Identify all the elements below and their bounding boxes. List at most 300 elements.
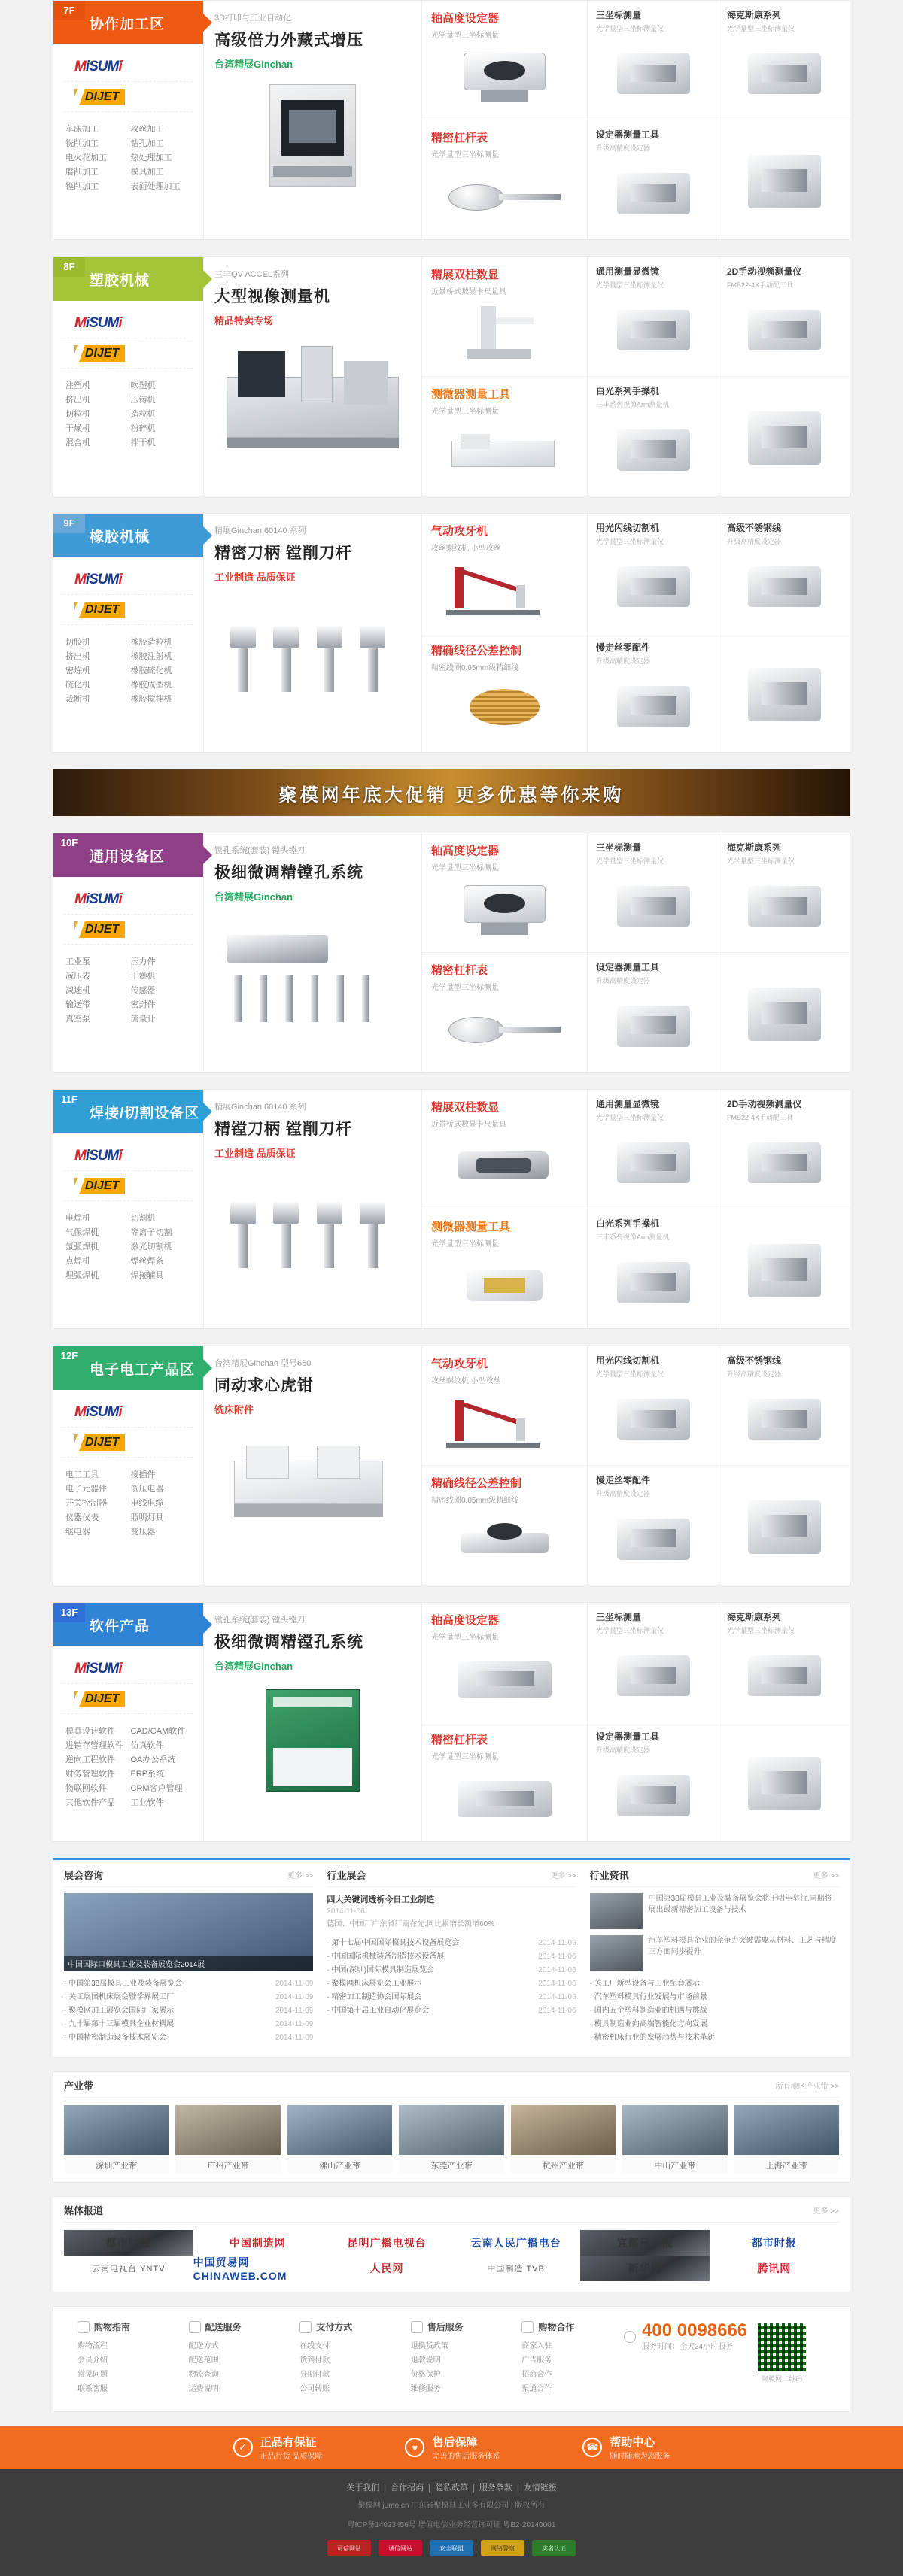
industry-belt-item[interactable] <box>175 2105 280 2173</box>
news-item-link[interactable]: · 中国第十届工业自动化展览会 <box>327 2007 430 2015</box>
category-link[interactable]: 照明灯具 <box>130 1513 164 1522</box>
service-link[interactable]: 退换货政策 <box>410 2342 448 2350</box>
service-link[interactable]: 公司转账 <box>299 2385 330 2393</box>
feature-kicker: 3D打印与工业自动化 <box>214 14 292 23</box>
floor-secondary-promos <box>422 1 588 239</box>
service-link[interactable]: 分期付款 <box>299 2371 330 2379</box>
news-item-link[interactable]: · 聚模网机床展览会工业展示 <box>327 1980 422 1988</box>
category-link[interactable]: CRM客户管理 <box>130 1784 183 1793</box>
promo-cell[interactable] <box>422 1090 587 1209</box>
category-link[interactable]: OA办公系统 <box>130 1755 176 1764</box>
cart-icon <box>78 2321 90 2333</box>
service-phone-hours: 服务时间：全天24小时服务 <box>642 2343 734 2351</box>
category-link[interactable]: 切粒机 <box>65 410 90 419</box>
category-link[interactable]: 减压表 <box>65 972 90 981</box>
product-card[interactable] <box>719 633 850 753</box>
industry-belt-label: 中山产业带 <box>622 2155 727 2173</box>
category-link[interactable]: 进销存管理软件 <box>65 1741 123 1750</box>
promo-cell[interactable] <box>422 1346 587 1466</box>
product-image-arm2 <box>727 966 842 1068</box>
promo-subtitle: 光学量型三坐标测量 <box>431 150 499 159</box>
product-card-subtitle: 升级高精度设定器 <box>727 538 782 545</box>
brand-dijet[interactable] <box>64 1171 193 1201</box>
news-photo[interactable] <box>64 1893 313 1971</box>
footer-cert-badge[interactable]: 安全联盟 <box>430 2540 473 2556</box>
product-card-image <box>727 549 842 628</box>
category-link[interactable]: 裁断机 <box>65 695 90 704</box>
product-card-subtitle: 光学量型三坐标测量仪 <box>596 1370 664 1378</box>
floor-secondary-promos <box>422 1603 588 1841</box>
floor-section-9f <box>53 513 850 753</box>
category-link[interactable]: 等离子切割 <box>130 1228 172 1237</box>
product-card[interactable] <box>719 833 850 953</box>
category-link[interactable]: 财务管理软件 <box>65 1770 115 1779</box>
product-image-cmm <box>214 333 411 461</box>
promo-cell[interactable] <box>422 833 587 953</box>
floor-list-b <box>0 833 903 1842</box>
promo-subtitle: 光学量型三坐标测量 <box>431 1634 499 1642</box>
category-link[interactable]: 焊接辅具 <box>130 1271 164 1280</box>
promo-title: 气动攻牙机 <box>431 525 488 538</box>
product-card[interactable] <box>719 1209 850 1329</box>
news-thumb-text: 中国第38届模具工业及装备展览会将于明年举行,同期将展出最新精密加工设备与技术 <box>648 1895 832 1914</box>
product-card[interactable] <box>588 1346 719 1466</box>
floor-feature-promo[interactable] <box>204 1346 422 1585</box>
product-image-trophy <box>431 1646 578 1716</box>
industry-belt-more-link[interactable]: 所有地区产业带 >> <box>775 2083 839 2091</box>
brand-dijet[interactable] <box>64 1684 193 1714</box>
category-link[interactable]: 磨削加工 <box>65 168 99 177</box>
product-image-standmic <box>431 301 578 370</box>
qr-caption: 聚模网二维码 <box>762 2375 803 2383</box>
category-link[interactable]: 氩弧焊机 <box>65 1242 99 1252</box>
category-link[interactable]: 电焊机 <box>65 1214 90 1223</box>
industry-belt-item[interactable] <box>734 2105 839 2173</box>
brand-dijet[interactable] <box>64 338 193 369</box>
media-logo[interactable]: 都市时报 <box>751 2237 797 2249</box>
product-card[interactable] <box>719 1466 850 1585</box>
media-logo[interactable]: 云南人民广播电台 <box>470 2237 561 2249</box>
service-column <box>61 2320 172 2396</box>
news-lead-title[interactable]: 四大关键词透析今日工业制造 <box>327 1895 435 1904</box>
promo-subtitle: 光学量型三坐标测量 <box>431 864 499 872</box>
news-thumb-item[interactable] <box>590 1935 839 1971</box>
promo-cell[interactable] <box>422 120 587 240</box>
brand-misumi[interactable] <box>64 308 193 338</box>
promo-title: 轴高度设定器 <box>431 1614 500 1627</box>
news-item-link[interactable]: · 中国(深圳)国际模具制造展览会 <box>327 1966 435 1974</box>
promo-image <box>431 420 578 490</box>
news-column-title: 行业展会 <box>327 1870 366 1881</box>
category-link[interactable]: 继电器 <box>65 1528 90 1537</box>
service-link[interactable]: 退款说明 <box>410 2356 441 2365</box>
category-link[interactable]: 钻孔加工 <box>130 139 164 148</box>
product-card[interactable] <box>719 377 850 496</box>
footer-cert-badge[interactable]: 可信网站 <box>327 2540 371 2556</box>
promo-cell[interactable] <box>422 1603 587 1722</box>
promo-cell[interactable] <box>422 1209 587 1329</box>
category-link[interactable]: CAD/CAM软件 <box>130 1727 186 1736</box>
guarantee-title: 售后保障 <box>432 2436 478 2449</box>
category-link-list <box>53 628 203 718</box>
category-link[interactable]: 输送带 <box>65 1000 90 1009</box>
misumi-logo: MiSUMi <box>74 58 122 74</box>
promo-title: 气动攻牙机 <box>431 1358 488 1370</box>
category-link[interactable]: 切割机 <box>130 1214 156 1223</box>
category-link[interactable]: 逆向工程软件 <box>65 1755 115 1764</box>
news-item-link[interactable]: · 关工厂新型设备与工业配套展示 <box>589 1980 700 1988</box>
industry-belt-item[interactable] <box>399 2105 503 2173</box>
category-link[interactable]: 干燥机 <box>130 972 156 981</box>
floor-secondary-promos <box>422 1346 588 1585</box>
product-card[interactable] <box>588 257 719 377</box>
product-card[interactable] <box>588 377 719 496</box>
category-link[interactable]: 注塑机 <box>65 381 90 390</box>
category-link[interactable]: 挤出机 <box>65 652 90 661</box>
brand-misumi[interactable] <box>64 1397 193 1428</box>
category-link[interactable]: 镗削加工 <box>65 182 99 191</box>
media-logo[interactable]: 中国制造网 <box>229 2237 286 2249</box>
service-link[interactable]: 会员介绍 <box>78 2356 108 2365</box>
category-link[interactable]: 密炼机 <box>65 666 90 675</box>
news-item-link[interactable]: · 聚模网加工展览会国际厂家展示 <box>64 2007 175 2015</box>
service-link[interactable]: 运费说明 <box>188 2385 219 2393</box>
category-link[interactable]: 变压器 <box>130 1528 156 1537</box>
footer-separator: | <box>384 2483 387 2493</box>
brand-dijet[interactable] <box>64 1428 193 1458</box>
footer-cert-badge[interactable]: 网络警察 <box>481 2540 524 2556</box>
news-item-link[interactable]: · 精密加工制造协会国际展会 <box>327 1993 422 2001</box>
promo-subtitle: 攻丝螺纹机 小型攻丝 <box>431 1377 501 1385</box>
news-item-link[interactable]: · 中国第38届模具工业及装备展览会 <box>64 1980 183 1988</box>
product-card[interactable] <box>588 833 719 953</box>
feature-subline: 工业制造 品质保证 <box>214 1148 296 1159</box>
media-more-link[interactable]: 更多 >> <box>813 2207 839 2216</box>
service-link[interactable]: 广告服务 <box>521 2356 552 2365</box>
category-link[interactable]: 减速机 <box>65 986 90 995</box>
product-card[interactable] <box>588 1722 719 1842</box>
category-link[interactable]: 粉碎机 <box>130 424 156 433</box>
product-card-image <box>596 669 711 748</box>
floor-feature-promo[interactable] <box>204 1603 422 1841</box>
footer-cert-badge[interactable]: 诚信网站 <box>379 2540 422 2556</box>
category-link-list <box>53 115 203 205</box>
category-link[interactable]: 流量计 <box>130 1015 156 1024</box>
category-link[interactable]: 电子元器件 <box>65 1485 107 1494</box>
service-phone-block <box>616 2320 842 2396</box>
product-card[interactable] <box>719 1722 850 1842</box>
news-item-link[interactable]: · 九十届第十三届模具企业材料展 <box>64 2020 175 2028</box>
guarantee-title: 正品有保证 <box>260 2436 317 2449</box>
product-card[interactable] <box>719 257 850 377</box>
product-card[interactable] <box>588 1 719 120</box>
category-link[interactable]: ERP系统 <box>130 1770 165 1779</box>
category-link[interactable]: 真空泵 <box>65 1015 90 1024</box>
category-link[interactable]: 压力件 <box>130 957 156 966</box>
category-link-list <box>53 372 203 461</box>
floor-feature-promo[interactable] <box>204 1090 422 1328</box>
brand-dijet[interactable] <box>64 915 193 945</box>
service-link[interactable]: 常见问题 <box>78 2371 108 2379</box>
category-link[interactable]: 低压电器 <box>130 1485 164 1494</box>
product-card-subtitle: 三丰系列视像Arm测量机 <box>596 1233 670 1241</box>
product-card[interactable] <box>588 953 719 1073</box>
category-link[interactable]: 拌干机 <box>130 438 156 448</box>
brand-misumi[interactable] <box>64 884 193 915</box>
category-link[interactable]: 密封件 <box>130 1000 156 1009</box>
news-column-header <box>64 1868 313 1887</box>
news-item-link[interactable]: · 精密机床行业的发展趋势与技术革新 <box>589 2034 715 2042</box>
service-link[interactable]: 招商合作 <box>521 2371 552 2379</box>
product-card[interactable] <box>588 1209 719 1329</box>
brand-list <box>53 1390 203 1461</box>
industry-belt-label: 上海产业带 <box>734 2155 839 2173</box>
service-link[interactable]: 价格保护 <box>410 2371 441 2379</box>
product-card[interactable] <box>719 1603 850 1722</box>
category-link[interactable]: 模具设计软件 <box>65 1727 115 1736</box>
product-image-strip <box>727 1382 842 1461</box>
product-image-shield <box>431 1766 578 1835</box>
news-item-link[interactable]: · 第十七届中国国际模具技术设备展览会 <box>327 1939 460 1947</box>
floor-product-grid <box>588 257 850 496</box>
footer-link[interactable]: 关于我们 <box>346 2483 380 2493</box>
feature-kicker: 精展Ginchan 60140 系列 <box>214 1103 306 1112</box>
floor-secondary-promos <box>422 514 588 752</box>
category-link[interactable]: 工业泵 <box>65 957 90 966</box>
footer-link[interactable]: 合作招商 <box>391 2483 424 2493</box>
media-logo[interactable]: 中国贸易网 CHINAWEB.COM <box>193 2256 287 2282</box>
product-card[interactable] <box>588 120 719 240</box>
news-thumb-item[interactable] <box>590 1893 839 1929</box>
news-item-link[interactable]: · 中国国际机械装备制造技术设备展 <box>327 1952 445 1961</box>
service-link[interactable]: 购物流程 <box>78 2342 108 2350</box>
promo-cell[interactable] <box>422 377 587 496</box>
product-card[interactable] <box>588 1466 719 1585</box>
promo-cell[interactable] <box>422 633 587 753</box>
category-link[interactable]: 模具加工 <box>130 168 164 177</box>
industry-belt-title: 产业带 <box>64 2080 94 2092</box>
guarantee-title: 帮助中心 <box>610 2436 655 2449</box>
brand-misumi[interactable] <box>64 565 193 595</box>
news-item-link[interactable]: · 国内五金塑料制造业的机遇与挑战 <box>589 2007 707 2015</box>
product-card[interactable] <box>588 633 719 753</box>
product-card[interactable] <box>719 514 850 633</box>
category-link[interactable]: 硫化机 <box>65 681 90 690</box>
product-card[interactable] <box>588 1090 719 1209</box>
product-card[interactable] <box>719 1346 850 1466</box>
product-card-subtitle: 光学量型三坐标测量仪 <box>596 1114 664 1121</box>
category-link[interactable]: 橡胶搅拌机 <box>130 695 172 704</box>
news-more-link[interactable]: 更多 >> <box>813 1872 839 1880</box>
dijet-logo: DIJET <box>74 1434 125 1451</box>
category-link[interactable]: 点焊机 <box>65 1257 90 1266</box>
service-column <box>283 2320 394 2396</box>
footer-cert-badge[interactable]: 实名认证 <box>532 2540 576 2556</box>
category-link[interactable]: 仿真软件 <box>130 1741 164 1750</box>
promo-cell[interactable] <box>422 1466 587 1585</box>
service-link[interactable]: 配送方式 <box>188 2342 219 2350</box>
service-column-header <box>411 2320 506 2333</box>
category-link[interactable]: 电工工具 <box>65 1470 99 1479</box>
product-card[interactable] <box>588 1603 719 1722</box>
guarantee-item[interactable] <box>405 2434 500 2461</box>
category-link[interactable]: 干燥机 <box>65 424 90 433</box>
service-link[interactable]: 物流查询 <box>188 2371 219 2379</box>
promo-cell[interactable] <box>422 257 587 377</box>
category-link[interactable]: 表面处理加工 <box>130 182 181 191</box>
service-column-title: 购物指南 <box>94 2322 131 2332</box>
product-card[interactable] <box>719 1 850 120</box>
product-card-title: 2D手动视频测量仪 <box>727 1099 802 1109</box>
news-item-link[interactable]: · 汽车塑料模具行业发展与市场前景 <box>589 1993 707 2001</box>
product-image-arm2 <box>727 133 842 235</box>
promo-cell[interactable] <box>422 1722 587 1842</box>
category-link[interactable]: 仪器仪表 <box>65 1513 99 1522</box>
floor-brand-column <box>53 1346 204 1585</box>
product-image-box4 <box>727 1735 842 1837</box>
media-logo[interactable]: 人民网 <box>369 2262 404 2274</box>
media-logo[interactable]: 云南电视台 YNTV <box>92 2265 166 2274</box>
guarantee-item[interactable] <box>582 2434 670 2461</box>
brand-dijet[interactable] <box>64 82 193 112</box>
category-link[interactable]: 气保焊机 <box>65 1228 99 1237</box>
category-link[interactable]: 电线电缆 <box>130 1499 164 1508</box>
product-image-machine <box>727 293 842 372</box>
news-more-link[interactable]: 更多 >> <box>287 1872 314 1880</box>
feature-kicker: 三丰QV ACCEL系列 <box>214 270 290 279</box>
industry-belt-item[interactable] <box>511 2105 616 2173</box>
category-link[interactable]: 橡胶硫化机 <box>130 666 172 675</box>
category-link[interactable]: 焊丝焊条 <box>130 1257 164 1266</box>
footer-link[interactable]: 服务条款 <box>479 2483 512 2493</box>
media-logo[interactable]: 宜都日志报 <box>580 2230 710 2256</box>
product-image-tapper <box>431 1390 578 1459</box>
product-image-holders2 <box>214 1166 411 1294</box>
floor-feature-promo[interactable] <box>204 257 422 496</box>
service-link[interactable]: 商家入驻 <box>521 2342 552 2350</box>
category-link[interactable]: 开关控制器 <box>65 1499 107 1508</box>
industry-belt-item[interactable] <box>287 2105 392 2173</box>
news-item-link[interactable]: · 中国精密制造设备技术展览会 <box>64 2034 167 2042</box>
category-link[interactable]: 其他软件产品 <box>65 1798 115 1807</box>
product-card-image <box>727 133 842 235</box>
floor-feature-promo[interactable] <box>204 833 422 1072</box>
media-logo[interactable]: 都市时报 <box>64 2230 193 2256</box>
category-link[interactable]: 攻丝加工 <box>130 125 164 134</box>
misumi-logo: MiSUMi <box>74 1147 122 1164</box>
promo-cell[interactable] <box>422 1 587 120</box>
category-link[interactable]: 埋弧焊机 <box>65 1271 99 1280</box>
category-link[interactable]: 工业软件 <box>130 1798 164 1807</box>
promo-cell[interactable] <box>422 514 587 633</box>
brand-list <box>53 1646 203 1717</box>
footer-link[interactable]: 隐私政策 <box>435 2483 468 2493</box>
category-link[interactable]: 激光切割机 <box>130 1242 172 1252</box>
brand-dijet[interactable] <box>64 595 193 625</box>
category-link-list <box>53 1717 203 1821</box>
service-link[interactable]: 货到付款 <box>299 2356 330 2365</box>
brand-list <box>53 44 203 115</box>
service-column-header <box>299 2320 394 2333</box>
news-item-link[interactable]: · 关工展国机床展会暨学界展工厂 <box>64 1993 175 2001</box>
brand-misumi[interactable] <box>64 52 193 82</box>
category-link[interactable]: 物联网软件 <box>65 1784 107 1793</box>
feature-image <box>214 1166 411 1294</box>
product-card[interactable] <box>588 514 719 633</box>
product-card-title: 通用测量显微镜 <box>596 266 660 277</box>
promo-cell[interactable] <box>422 953 587 1073</box>
news-item-link[interactable]: · 模具制造业向高端智能化方向发展 <box>589 2020 707 2028</box>
product-card-title: 海克斯康系列 <box>727 1612 782 1622</box>
service-link[interactable]: 维修服务 <box>410 2385 441 2393</box>
news-column-title: 行业资讯 <box>589 1870 629 1881</box>
media-logo[interactable]: 腾讯网 <box>757 2262 792 2274</box>
product-card-image <box>727 1638 842 1717</box>
category-link[interactable]: 挤出机 <box>65 396 90 405</box>
brand-misumi[interactable] <box>64 1141 193 1171</box>
industry-belt-item[interactable] <box>64 2105 169 2173</box>
promo-title: 精确线径公差控制 <box>431 644 522 657</box>
service-link[interactable]: 配送范围 <box>188 2356 219 2365</box>
news-item <box>327 1977 576 1991</box>
service-link[interactable]: 在线支付 <box>299 2342 330 2350</box>
media-logo[interactable]: 新华网 <box>580 2256 710 2281</box>
promo-banner[interactable] <box>53 769 850 816</box>
category-link[interactable]: 热处理加工 <box>130 153 172 162</box>
product-card[interactable] <box>719 1090 850 1209</box>
industry-belt-label: 深圳产业带 <box>64 2155 169 2173</box>
category-link[interactable]: 压铸机 <box>130 396 156 405</box>
news-column <box>590 1868 839 2045</box>
category-link[interactable]: 橡胶成型机 <box>130 681 172 690</box>
category-link[interactable]: 电火花加工 <box>65 153 107 162</box>
feature-kicker: 精展Ginchan 60140 系列 <box>214 526 306 536</box>
category-link[interactable]: 铣削加工 <box>65 139 99 148</box>
promo-title: 精密杠杆表 <box>431 963 488 977</box>
floor-feature-promo[interactable] <box>204 1 422 239</box>
category-link[interactable]: 造粒机 <box>130 410 156 419</box>
category-link[interactable]: 混合机 <box>65 438 90 448</box>
category-link[interactable]: 车床加工 <box>65 125 99 134</box>
product-image-box1 <box>596 1638 711 1717</box>
product-card-title: 设定器测量工具 <box>596 129 660 140</box>
category-link[interactable]: 橡胶造粒机 <box>130 638 172 647</box>
promo-subtitle: 光学量型三坐标测量 <box>431 1239 499 1249</box>
product-card-subtitle: FMB22-4X手动配工具 <box>727 1114 794 1121</box>
product-card[interactable] <box>719 953 850 1073</box>
media-logo[interactable]: 昆明广播电视台 <box>347 2237 427 2249</box>
product-card[interactable] <box>719 120 850 240</box>
floor-feature-promo[interactable] <box>204 514 422 752</box>
industry-belt-item[interactable] <box>622 2105 727 2173</box>
service-link[interactable]: 渠道合作 <box>521 2385 552 2393</box>
category-link[interactable]: 吹塑机 <box>130 381 156 390</box>
brand-misumi[interactable] <box>64 1654 193 1684</box>
page-footer <box>0 2469 903 2576</box>
service-link[interactable]: 联系客服 <box>78 2385 108 2393</box>
news-more-link[interactable]: 更多 >> <box>550 1872 576 1880</box>
category-link[interactable]: 接插件 <box>130 1470 156 1479</box>
guarantee-item[interactable] <box>233 2434 323 2461</box>
media-logo[interactable]: 中国制造 TVB <box>487 2265 545 2274</box>
product-image-micro <box>596 293 711 372</box>
category-link[interactable]: 切胶机 <box>65 638 90 647</box>
category-link[interactable]: 橡胶注射机 <box>130 652 172 661</box>
footer-link[interactable]: 友情链接 <box>523 2483 557 2493</box>
promo-subtitle: 光学量型三坐标测量 <box>431 1752 499 1761</box>
floor-brand-column <box>53 1603 204 1841</box>
category-link[interactable]: 传感器 <box>130 986 156 995</box>
